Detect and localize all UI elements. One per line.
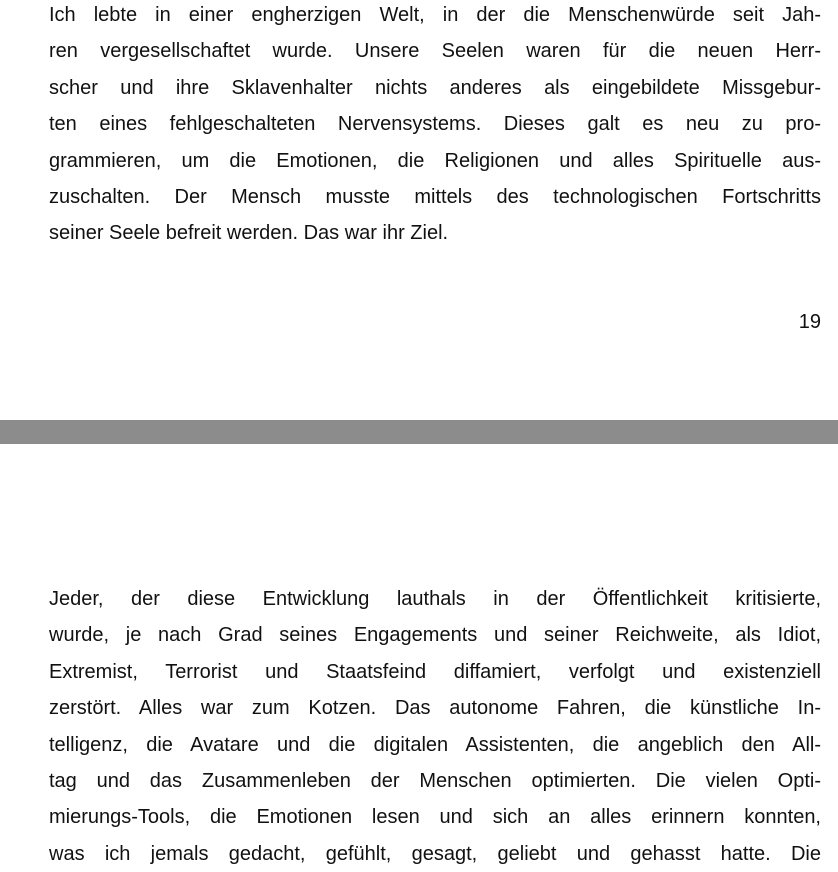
text-line: ren vergesellschaftet wurde. Unsere Seelen waren für die neuen Herr-	[49, 40, 821, 63]
text-line: Ich lebte in einer engherzigen Welt, in der die Menschenwürde seit Jah-	[49, 4, 821, 26]
text-line: Extremist, Terrorist und Staatsfeind diffamiert, verfolgt und existenziell	[49, 660, 821, 683]
page-separator	[0, 420, 838, 444]
text-line: wurde, je nach Grad seines Engagements und seiner Reichweite, als Idiot,	[49, 624, 821, 647]
text-line: tag und das Zusammenleben der Menschen optimierten. Die vielen Opti-	[49, 769, 821, 792]
text-line: ten eines fehlgeschalteten Nervensystems. Dieses galt es neu zu pro-	[49, 113, 821, 136]
page-20-text	[49, 581, 821, 872]
page-19	[0, 0, 838, 420]
text-line: zerstört. Alles war zum Kotzen. Das autonome Fahren, die künstliche In-	[49, 697, 821, 720]
text-line: telligenz, die Avatare und die digitalen Assistenten, die angeblich den All-	[49, 733, 821, 756]
text-line: was ich jemals gedacht, gefühlt, gesagt, geliebt und gehasst hatte. Die	[49, 842, 821, 865]
page-20	[0, 444, 838, 871]
page-19-text	[49, 0, 821, 252]
text-line: Jeder, der diese Entwicklung lauthals in der Öffentlichkeit kritisierte,	[49, 588, 821, 610]
text-line: scher und ihre Sklavenhalter nichts anderes als eingebildete Missgebur-	[49, 76, 821, 99]
page-number: 19	[798, 311, 821, 333]
text-line: mierungs-Tools, die Emotionen lesen und sich an alles erinnern konnten,	[49, 806, 821, 829]
text-line: grammieren, um die Emotionen, die Religionen und alles Spirituelle aus-	[49, 149, 821, 172]
text-line: seiner Seele befreit werden. Das war ihr Ziel.	[49, 222, 449, 245]
text-line: zuschalten. Der Mensch musste mittels des technologischen Fortschritts	[49, 185, 821, 208]
